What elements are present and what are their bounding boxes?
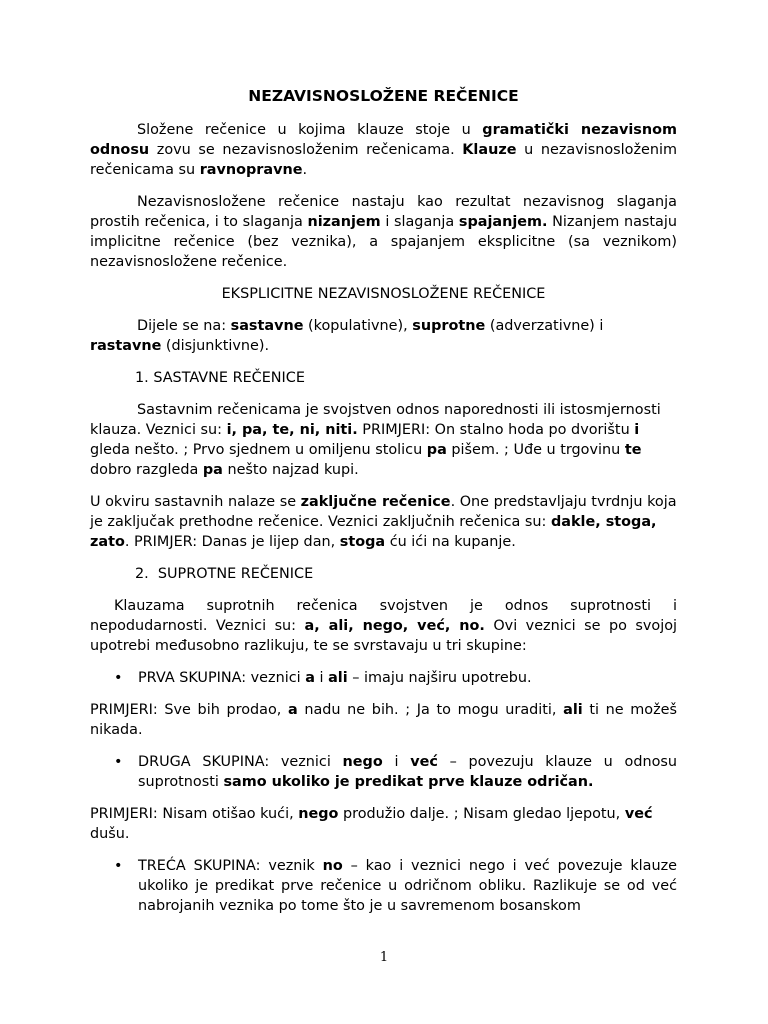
heading-suprotne: 2. SUPROTNE REČENICE — [135, 566, 314, 582]
paragraph-formation: Nezavisnosložene rečenice nastaju kao rezultat nezavisnog slaganja prostih rečenica, i to slaganja nizanjem i slaganja spajanjem. Nizanjem nastaju implicitne rečenice (bez veznika), a spajanjem eksplicitne (sa veznikom) nezavisnosložene rečenice. — [90, 194, 677, 270]
bullet-icon: • — [114, 754, 123, 770]
section-heading-eksplicitne: EKSPLICITNE NEZAVISNOSLOŽENE REČENICE — [221, 286, 546, 302]
heading-sastavne: 1. SASTAVNE REČENICE — [135, 370, 305, 386]
list-item: • DRUGA SKUPINA: veznici nego i već – povezuju klauze u odnosu suprotnosti samo ukoliko je predikat prve klauze odričan. — [114, 754, 677, 790]
paragraph-suprotne: Klauzama suprotnih rečenica svojstven je odnos suprotnosti i nepodudarnosti. Veznici su: a, ali, nego, već, no. Ovi veznici se po svojoj upotrebi međusobno razlikuju, te se svrstavaju u tri skupine: — [90, 598, 678, 654]
bullet-icon: • — [114, 670, 123, 686]
paragraph-sastavne: Sastavnim rečenicama je svojstven odnos naporednosti ili istosmjernosti klauza. Veznici su: i, pa, te, ni, niti. PRIMJERI: On stalno hoda po dvorištu i gleda nešto. ; Prvo sjednem u omiljenu stolicu pa pišem. ; Uđe u trgovinu te dobro razgleda pa nešto najzad kupi. — [90, 402, 661, 478]
paragraph-primjeri-1: PRIMJERI: Sve bih prodao, a nadu ne bih. ; Ja to mogu uraditi, ali ti ne možeš nikada. — [90, 702, 677, 738]
paragraph-division: Dijele se na: sastavne (kopulativne), suprotne (adverzativne) i rastavne (disjunktivne). — [90, 318, 604, 354]
list-item: • TREĆA SKUPINA: veznik no – kao i veznici nego i već povezuje klauze ukoliko je predikat prve rečenice u odričnom obliku. Razlikuje se od već nabrojanih veznika po tome što je u savremenom bosanskom — [114, 858, 677, 914]
paragraph-primjeri-2: PRIMJERI: Nisam otišao kući, nego produžio dalje. ; Nisam gledao ljepotu, već dušu. — [90, 806, 653, 842]
document-body — [90, 86, 677, 916]
list-treca-skupina — [90, 856, 677, 916]
bullet-icon: • — [114, 858, 123, 874]
page-title: NEZAVISNOSLOŽENE REČENICE — [248, 87, 519, 105]
paragraph-zakljucne: U okviru sastavnih nalaze se zaključne rečenice. One predstavljaju tvrdnju koja je zaključak prethodne rečenice. Veznici zaključnih rečenica su: dakle, stoga, zato. PRIMJER: Danas je lijep dan, stoga ću ići na kupanje. — [90, 494, 677, 550]
page-number: 1 — [379, 950, 389, 965]
list-druga-skupina — [90, 752, 677, 792]
list-prva-skupina — [90, 668, 677, 688]
list-item: • PRVA SKUPINA: veznici a i ali – imaju najširu upotrebu. — [114, 670, 532, 686]
paragraph-intro: Složene rečenice u kojima klauze stoje u gramatički nezavisnom odnosu zovu se nezavisnosloženim rečenicama. Klauze u nezavisnosloženim rečenicama su ravnopravne. — [90, 122, 677, 178]
